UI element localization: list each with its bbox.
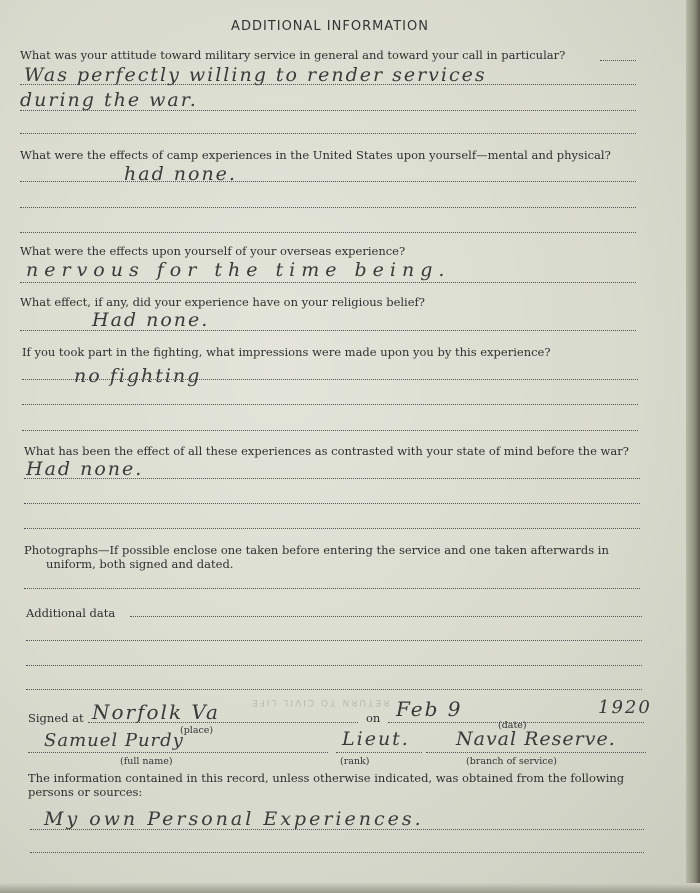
answer-overseas-effects: nervous for the time being.: [26, 259, 451, 281]
answer-line: [22, 430, 638, 431]
name-line: [28, 752, 328, 753]
signed-year: 1920: [598, 697, 652, 718]
answer-line: [20, 282, 636, 283]
answer-line: [30, 852, 644, 853]
signature-rank: Lieut.: [342, 728, 410, 750]
answer-line: [20, 110, 636, 111]
question-photographs-line1: Photographs—If possible enclose one taken before entering the service and one taken afterwards in: [24, 543, 609, 557]
branch-line: [426, 752, 646, 753]
answer-line: [130, 616, 642, 617]
page-heading: ADDITIONAL INFORMATION: [231, 19, 429, 34]
answer-line: [26, 640, 642, 641]
answer-camp-effects: had none.: [124, 163, 237, 185]
answer-line: [24, 528, 640, 529]
question-additional-data: Additional data: [26, 606, 116, 620]
signed-at-label: Signed at: [28, 711, 84, 725]
answer-line: [24, 588, 640, 589]
place-line: [88, 722, 358, 723]
place-caption: (place): [180, 725, 214, 736]
answer-fighting-impressions: no fighting: [74, 365, 202, 387]
answer-line: [26, 689, 642, 690]
date-caption: (date): [498, 720, 527, 731]
answer-line: [24, 503, 640, 504]
signed-date: Feb 9: [396, 697, 463, 721]
answer-sources: My own Personal Experiences.: [44, 808, 424, 830]
page-bottom-edge: [0, 883, 700, 893]
answer-line: [22, 404, 638, 405]
sources-statement-line2: persons or sources:: [28, 785, 143, 799]
answer-line: [26, 665, 642, 666]
question-camp-effects: What were the effects of camp experiences in the United States upon yourself—mental and physical?: [20, 148, 611, 162]
question-religious-belief: What effect, if any, did your experience have on your religious belief?: [20, 295, 425, 309]
faint-stamp-text: RETURN TO CIVIL LIFE: [250, 697, 390, 707]
rank-caption: (rank): [340, 756, 370, 767]
answer-line: [20, 133, 636, 134]
answer-line: [30, 829, 644, 830]
sources-statement-line1: The information contained in this record, unless otherwise indicated, was obtained from the following: [28, 771, 625, 785]
answer-military-attitude-line1: Was perfectly willing to render services: [24, 64, 487, 86]
rank-line: [336, 752, 422, 753]
branch-caption: (branch of service): [466, 756, 557, 767]
name-caption: (full name): [120, 756, 173, 767]
answer-line: [24, 478, 640, 479]
page-edge-shadow: [686, 0, 700, 893]
on-label: on: [366, 711, 381, 725]
question-state-of-mind: What has been the effect of all these experiences as contrasted with your state of mind before the war?: [24, 444, 629, 458]
answer-line: [20, 181, 636, 182]
answer-religious-belief: Had none.: [92, 309, 210, 331]
answer-military-attitude-line2: during the war.: [20, 89, 198, 111]
answer-line: [20, 232, 636, 233]
answer-line: [20, 84, 636, 85]
answer-line: [22, 379, 638, 380]
answer-line: [600, 60, 636, 61]
answer-state-of-mind: Had none.: [26, 458, 144, 480]
answer-line: [20, 330, 636, 331]
signed-at-place: Norfolk Va: [92, 700, 220, 724]
signature-branch: Naval Reserve.: [456, 728, 616, 750]
question-fighting-impressions: If you took part in the fighting, what impressions were made upon you by this experience?: [22, 345, 551, 359]
signature-full-name: Samuel Purdy: [44, 730, 184, 751]
answer-line: [20, 207, 636, 208]
question-overseas-effects: What were the effects upon yourself of your overseas experience?: [20, 244, 406, 258]
question-photographs-line2: uniform, both signed and dated.: [46, 557, 234, 571]
question-military-attitude: What was your attitude toward military service in general and toward your call in particular?: [20, 48, 566, 62]
